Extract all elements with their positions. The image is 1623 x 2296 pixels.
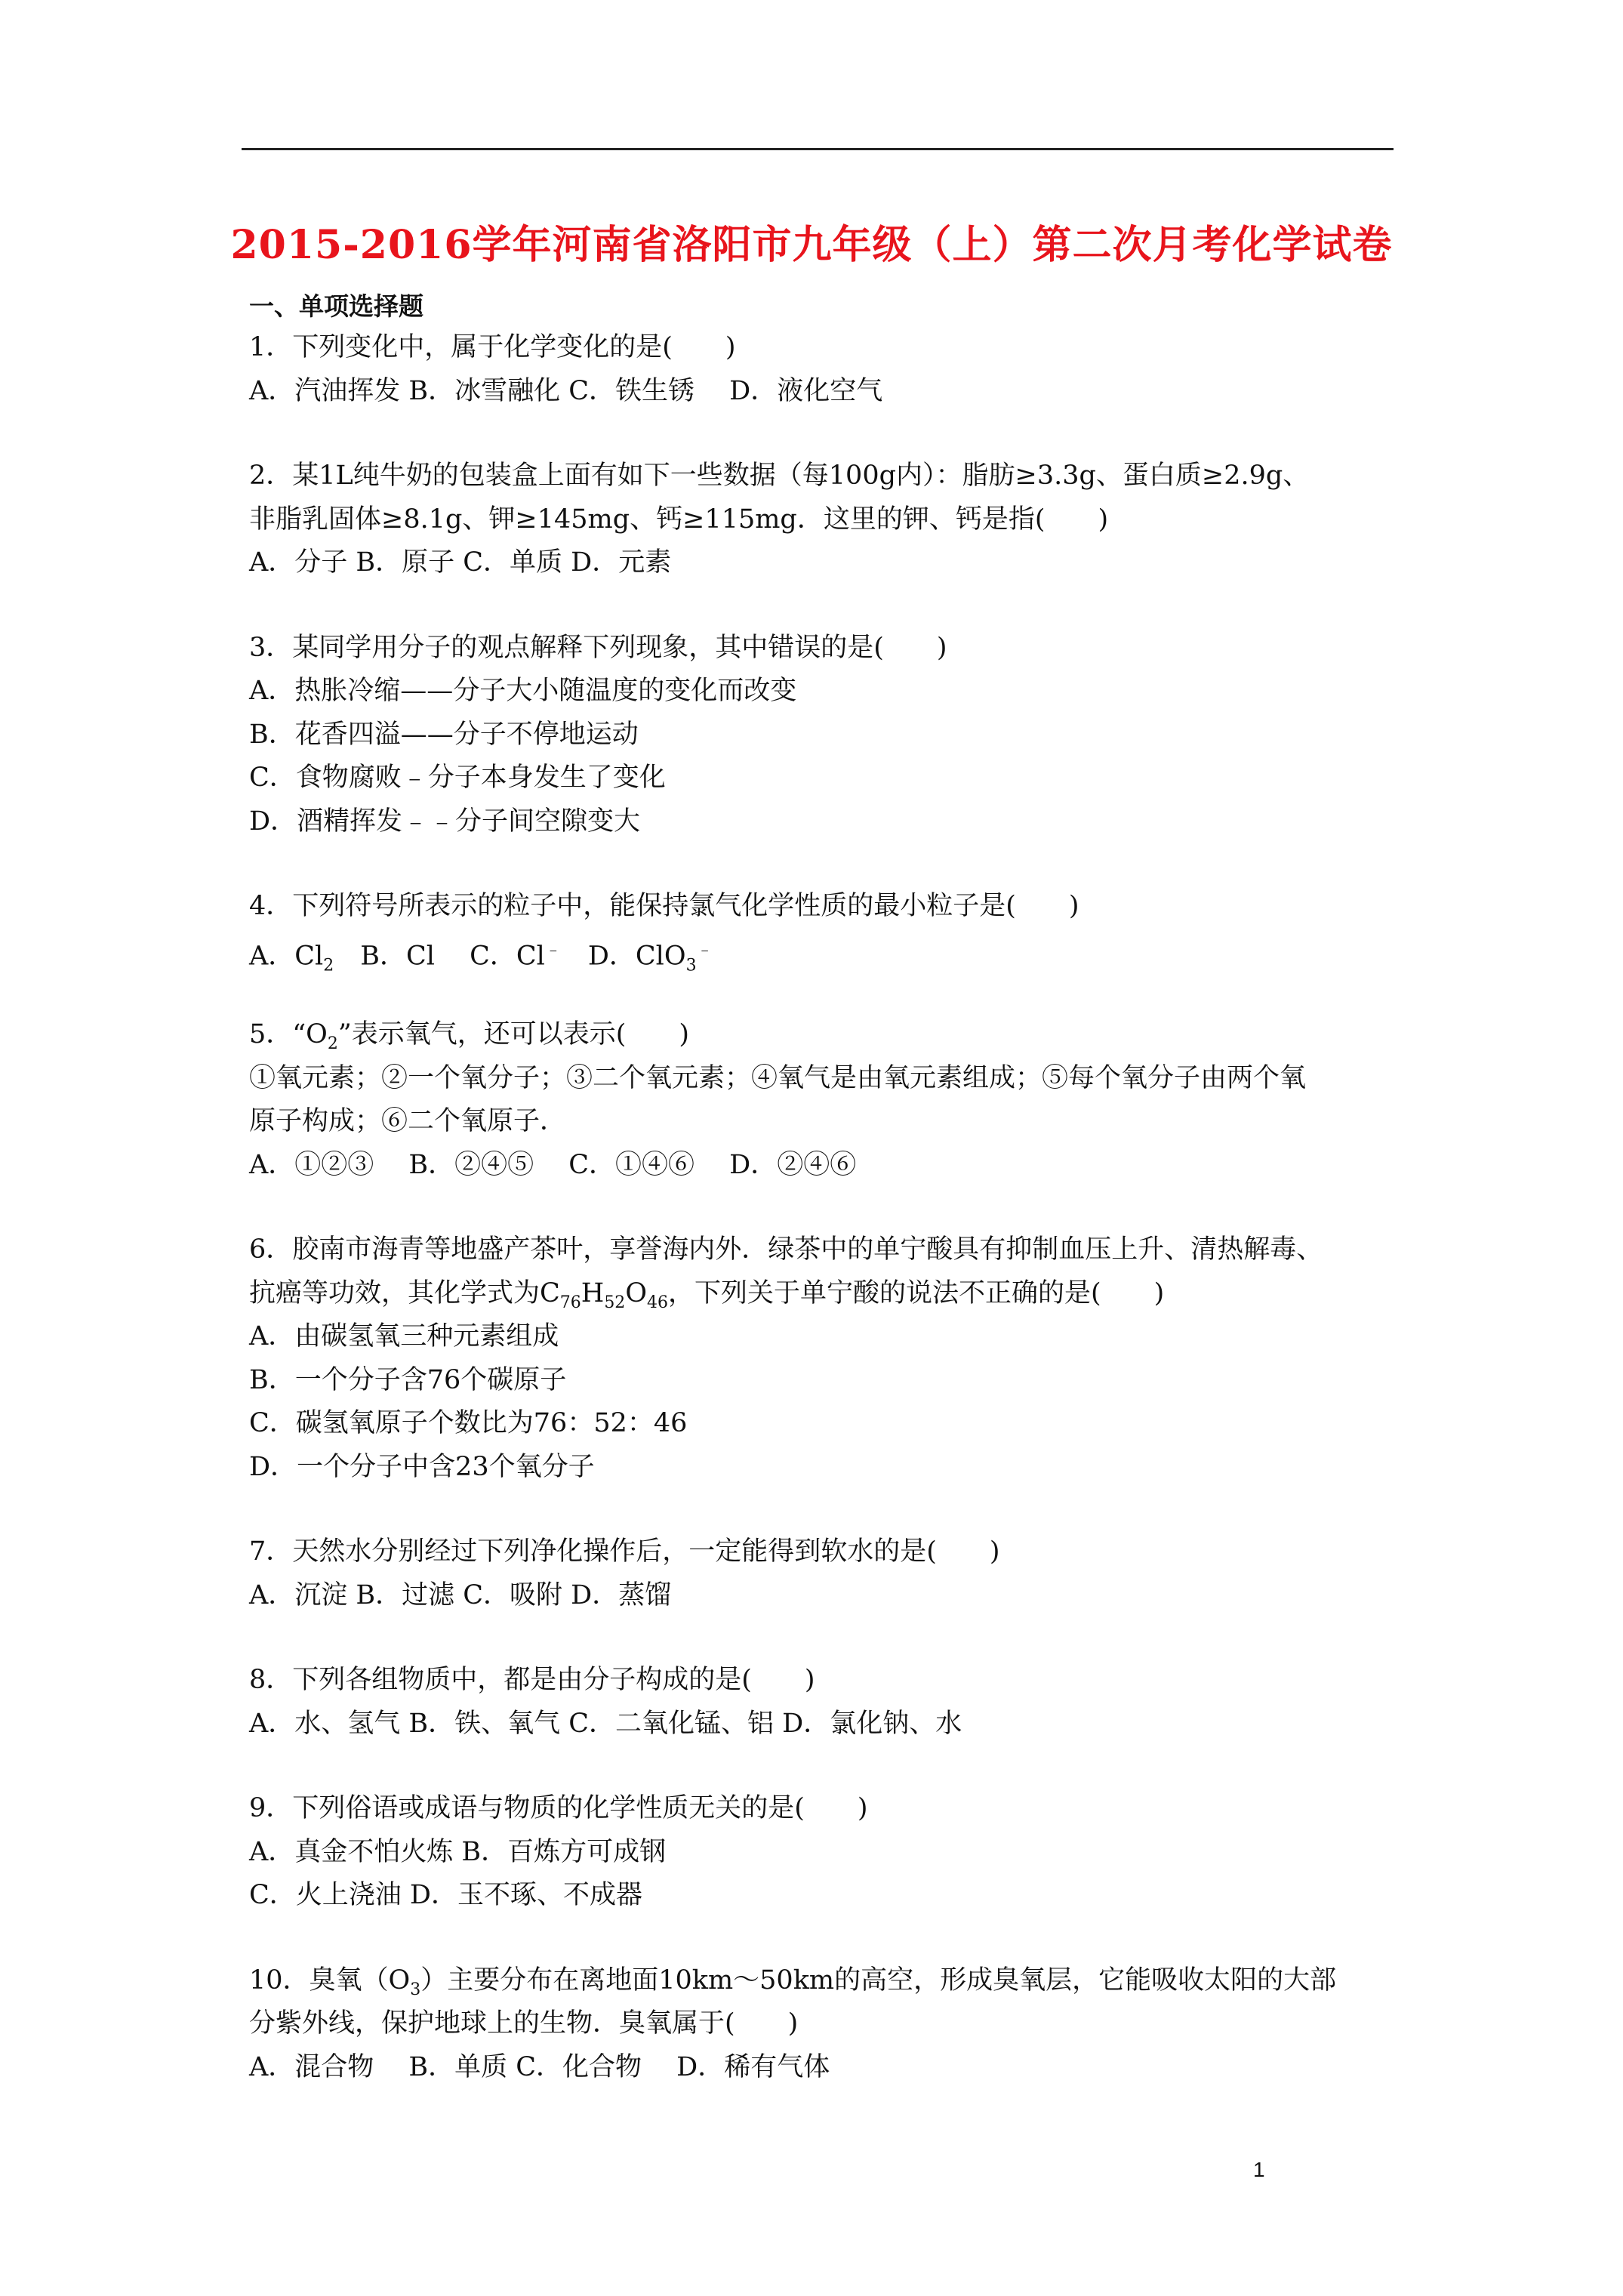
question-stem [249,1959,1397,2003]
question-3 [249,627,1397,844]
superscript: ﹣ [544,940,562,960]
exam-title: 2015-2016学年河南省洛阳市九年级（上）第二次月考化学试卷 [230,222,1393,268]
subscript: 52 [604,1293,626,1312]
question-9 [249,1787,1397,1918]
question-stem: 1．下列变化中，属于化学变化的是( ) [249,332,736,362]
question-stem: 8．下列各组物质中，都是由分子构成的是( ) [249,1665,815,1695]
formula-prefix: 抗癌等功效，其化学式为C [249,1277,560,1308]
question-6 [249,1228,1397,1489]
question-options: A．分子 B．原子 C．单质 D．元素 [249,547,672,578]
stem-prefix: 5．“O [249,1019,328,1049]
stem-suffix: ”表示氧气，还可以表示( ) [337,1019,690,1049]
subscript: 46 [647,1293,669,1312]
question-stem-continued: 分紫外线，保护地球上的生物．臭氧属于( ) [249,2008,799,2039]
subscript: 2 [327,1034,338,1053]
question-stem: 4．下列符号所表示的粒子中，能保持氯气化学性质的最小粒子是( ) [249,891,1079,921]
option-d-text: D．ClO [561,941,686,972]
question-stem: 6．胶南市海青等地盛产茶叶，享誉海内外．绿茶中的单宁酸具有抑制血压上升、清热解毒、 [249,1234,1323,1265]
option-b: B．花香四溢——分子不停地运动 [249,719,639,750]
question-10 [249,1959,1397,2090]
option-c: C．碳氢氧原子个数比为76：52：46 [249,1408,688,1438]
question-2 [249,455,1397,585]
option-a-text: A．Cl [249,941,324,972]
subscript: 2 [323,956,334,975]
stem-prefix: 10．臭氧（O [249,1965,411,1996]
option-d: D．一个分子中含23个氧分子 [249,1451,595,1482]
option-c: C．食物腐败﹣分子本身发生了变化 [249,763,666,793]
question-options [249,929,1397,975]
question-options: C．火上浇油 D．玉不琢、不成器 [249,1880,642,1910]
question-stem-continued: ①氧元素；②一个氧分子；③二个氧元素；④氧气是由氧元素组成；⑤每个氧分子由两个氧 [249,1062,1307,1093]
page-number: 1 [1253,2158,1265,2181]
option-a: A．由碳氢氧三种元素组成 [249,1321,559,1351]
question-stem: 7．天然水分别经过下列净化操作后，一定能得到软水的是( ) [249,1536,1000,1567]
option-a: A．热胀冷缩——分子大小随温度的变化而改变 [249,676,797,706]
question-options: A．水、氢气 B．铁、氧气 C．二氧化锰、铝 D．氯化钠、水 [249,1708,962,1739]
superscript: ﹣ [696,940,713,960]
question-5 [249,1013,1397,1187]
section-title: 一、单项选择题 [249,291,423,321]
question-1 [249,326,1397,413]
question-stem: 9．下列俗语或成语与物质的化学性质无关的是( ) [249,1793,868,1823]
formula-element: H [581,1277,605,1308]
question-stem-continued [249,1272,1397,1316]
question-stem [249,1013,1397,1057]
question-stem-continued: 非脂乳固体≥8.1g、钾≥145mg、钙≥115mg．这里的钾、钙是指( ) [249,504,1109,535]
stem-suffix: ）主要分布在离地面10km～50km的高空，形成臭氧层，它能吸收太阳的大部 [420,1965,1337,1996]
question-options: A．真金不怕火炼 B．百炼方可成钢 [249,1836,667,1867]
question-7 [249,1530,1397,1617]
question-options: A．混合物 B．单质 C．化合物 D．稀有气体 [249,2051,830,2082]
question-options: A．①②③ B．②④⑤ C．①④⑥ D．②④⑥ [249,1149,857,1180]
question-stem: 2．某1L纯牛奶的包装盒上面有如下一些数据（每100g内）：脂肪≥3.3g、蛋白质≥2.9g、 [249,461,1310,491]
option-bc-text: B．Cl C．Cl [334,941,545,972]
option-b: B．一个分子含76个碳原子 [249,1364,567,1395]
formula-suffix: ，下列关于单宁酸的说法不正确的是( ) [668,1277,1165,1308]
question-8 [249,1659,1397,1746]
formula-element: O [625,1277,648,1308]
subscript: 3 [685,956,697,975]
question-4 [249,885,1397,975]
question-stem-continued: 原子构成；⑥二个氧原子． [249,1106,567,1136]
subscript: 76 [559,1293,581,1312]
header-rule [242,148,1394,150]
exam-body [249,287,1397,2131]
question-stem: 3．某同学用分子的观点解释下列现象，其中错误的是( ) [249,632,947,663]
question-options: A．汽油挥发 B．冰雪融化 C．铁生锈 D．液化空气 [249,375,883,406]
subscript: 3 [410,1980,421,1999]
option-d: D．酒精挥发﹣﹣分子间空隙变大 [249,806,641,837]
question-options: A．沉淀 B．过滤 C．吸附 D．蒸馏 [249,1579,672,1610]
